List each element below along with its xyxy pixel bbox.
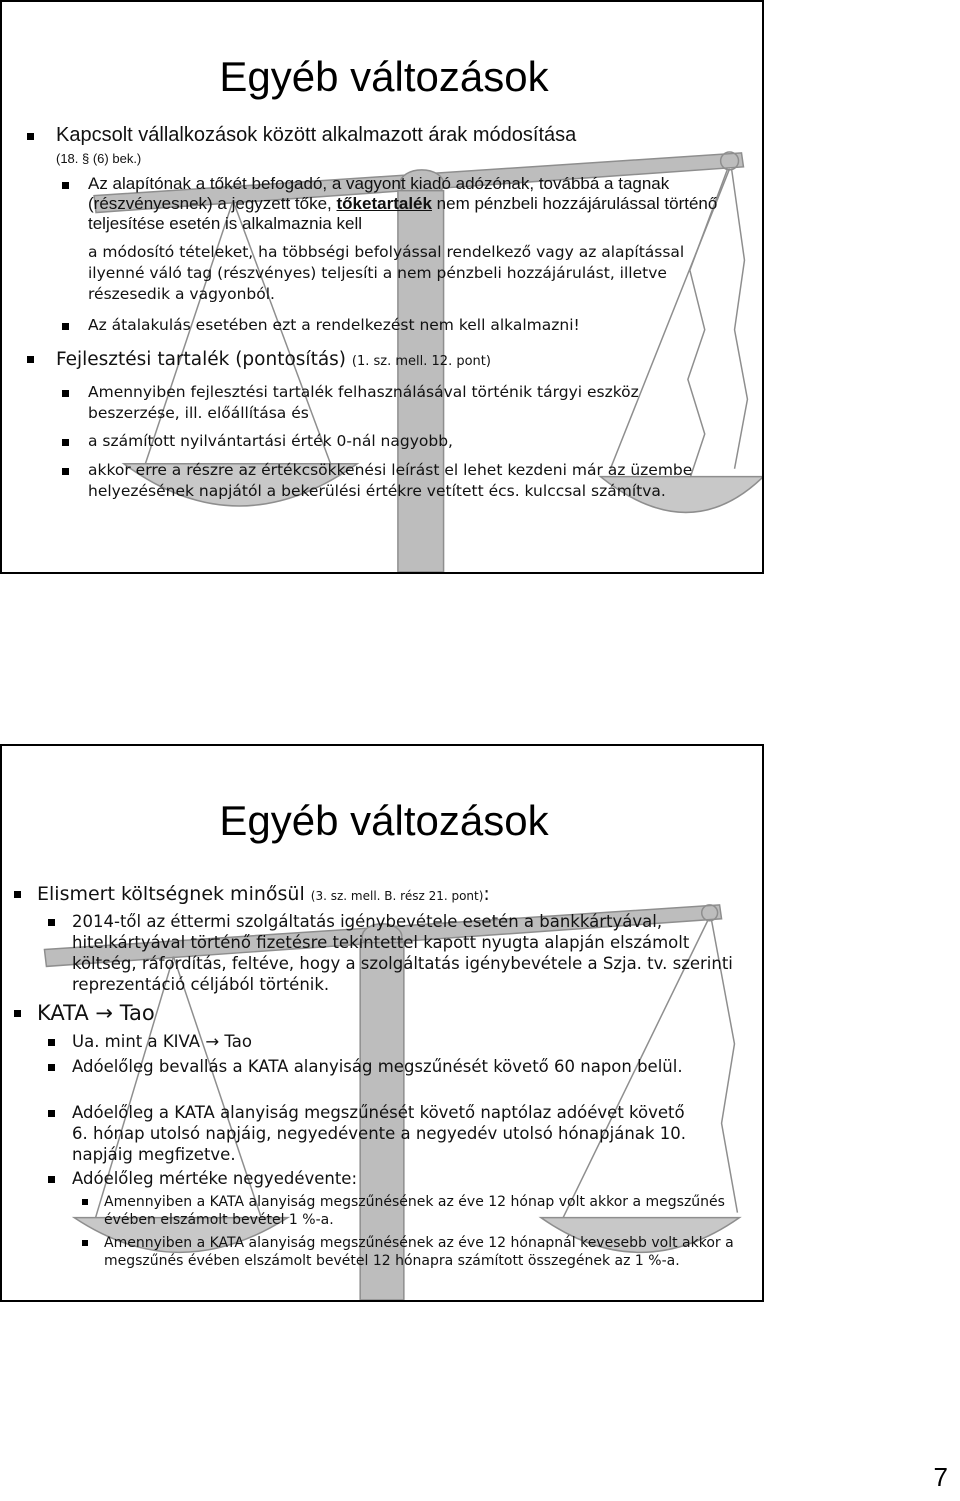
bullet-square-icon xyxy=(62,439,69,446)
bullet-square-icon xyxy=(62,323,69,330)
bullet-kevesebb-12-honap xyxy=(82,1234,752,1270)
bullet-text: 2014-től az éttermi szolgáltatás igénybevétele esetén a bankkártyával, hitelkártyával történő fizetésre tekintettel kapott nyugta alapján elszámolt költség, ráfordítás, feltéve, hogy a szolgáltatás igénybevétele a Szja. tv. szerinti reprezentáció céljából történik. xyxy=(72,912,733,994)
bullet-nyilvantartasi-ertek xyxy=(62,431,702,452)
bullet-square-icon xyxy=(82,1199,88,1205)
bullet-fejlesztesi-felhasznalas xyxy=(62,382,702,424)
bullet-atalakulas xyxy=(62,315,742,336)
page-number: 7 xyxy=(933,1462,948,1492)
bullet-text: Elismert költségnek minősül xyxy=(37,883,305,905)
tao-label: Tao xyxy=(119,1001,155,1025)
slide-2 xyxy=(0,744,764,1302)
bullet-square-icon xyxy=(62,468,69,475)
bullet-elismert-koltseg xyxy=(7,882,747,908)
bullet-text: Az átalakulás esetében ezt a rendelkezést nem kell alkalmazni! xyxy=(88,316,580,334)
bullet-square-icon xyxy=(27,356,34,363)
bullet-text: Amennyiben a KATA alanyiság megszűnésének az éve 12 hónap volt akkor a megszűnés évében elszámolt bevétel 1 %-a. xyxy=(104,1194,725,1228)
bullet-square-icon xyxy=(48,1039,55,1046)
bullet-text: Amennyiben fejlesztési tartalék felhasználásával történik tárgyi eszköz beszerzése, ill. előállítása és xyxy=(88,383,639,422)
bullet-text-part1: Az alapítónak a tőkét befogadó, a vagyont kiadó adózónak, továbbá a tagnak (részvényesnek) a jegyzett tőke, xyxy=(88,174,670,213)
bullet-kata-tao xyxy=(7,1000,747,1026)
bullet-text: a számított nyilvántartási érték 0-nál nagyobb, xyxy=(88,432,453,450)
bullet-square-icon xyxy=(82,1240,88,1246)
bullet-text: akkor erre a részre az értékcsökkenési leírást el lehet kezdeni már az üzembe helyezésének napjától a bekerülési értékre vetített écs. kulccsal számítva. xyxy=(88,461,693,500)
bullet-modosito-tetelek: a módosító tételeket, ha többségi befolyással rendelkező vagy az alapítással ilyenné váló tag (részvényes) teljesíti a nem pénzbeli hozzájárulást, illetve részesedik a vagyonból. xyxy=(88,243,685,303)
bullet-text: Adóelőleg a KATA alanyiság megszűnését követő naptólaz adóévet követő 6. hónap utolsó napjáig, negyedévente a negyedév utolsó hónapjának 10. napjáig megfizetve. xyxy=(72,1103,686,1164)
bullet-ettermi-szolgaltatas xyxy=(48,911,748,995)
bullet-square-icon xyxy=(48,919,55,926)
bullet-square-icon xyxy=(48,1176,55,1183)
bullet-square-icon xyxy=(27,133,34,140)
kata-label: KATA xyxy=(37,1001,89,1025)
slide-1-title: Egyéb változások xyxy=(219,53,549,100)
bullet-text: Ua. mint a KIVA xyxy=(72,1032,201,1051)
tao-label: Tao xyxy=(224,1032,252,1051)
bullet-adoeloleg-mertek xyxy=(48,1168,708,1189)
colon: : xyxy=(483,883,490,905)
bullet-fejlesztesi-tartalek xyxy=(20,348,740,374)
slide-1-content xyxy=(2,2,762,572)
legal-reference: (18. § (6) bek.) xyxy=(56,151,142,166)
toketartalek-emphasis: tőketartalék xyxy=(336,194,432,213)
bullet-kapcsolt-vallalkozasok xyxy=(20,124,720,170)
bullet-kiva-tao xyxy=(48,1031,748,1052)
slide-2-content xyxy=(2,746,762,1300)
legal-reference: (3. sz. mell. B. rész 21. pont) xyxy=(310,889,484,903)
bullet-square-icon xyxy=(48,1110,55,1117)
bullet-text: Adóelőleg bevallás a KATA alanyiság megszűnését követő 60 napon belül. xyxy=(72,1057,683,1076)
bullet-text-part2: nem pénzbeli hozzájárulással történő teljesítése esetén is alkalmaznia kell xyxy=(88,194,718,233)
bullet-square-icon xyxy=(62,390,69,397)
bullet-text: Amennyiben a KATA alanyiság megszűnésének az éve 12 hónapnál kevesebb volt akkor a megszűnés évében elszámolt bevétel 12 hónapra számított összegének az 1 %-a. xyxy=(104,1235,734,1269)
bullet-adoeloleg-fizetes xyxy=(48,1102,688,1165)
arrow-right-icon: → xyxy=(95,1001,113,1025)
bullet-12-honap xyxy=(82,1193,752,1229)
slide-2-title: Egyéb változások xyxy=(219,797,549,844)
bullet-square-icon xyxy=(14,1010,21,1017)
bullet-adoeloleg-bevallas xyxy=(48,1056,708,1077)
bullet-square-icon xyxy=(48,1064,55,1071)
bullet-text: Kapcsolt vállalkozások között alkalmazott árak módosítása xyxy=(56,124,577,146)
bullet-square-icon xyxy=(14,891,21,898)
bullet-square-icon xyxy=(62,182,69,189)
arrow-right-icon: → xyxy=(205,1032,220,1051)
bullet-ertekcsokkenes xyxy=(62,460,722,502)
bullet-text: Fejlesztési tartalék (pontosítás) xyxy=(56,349,347,370)
bullet-text: Adóelőleg mértéke negyedévente: xyxy=(72,1169,358,1188)
slide-1 xyxy=(0,0,764,574)
bullet-alapito-toke xyxy=(62,174,734,234)
legal-reference: (1. sz. mell. 12. pont) xyxy=(351,354,491,369)
